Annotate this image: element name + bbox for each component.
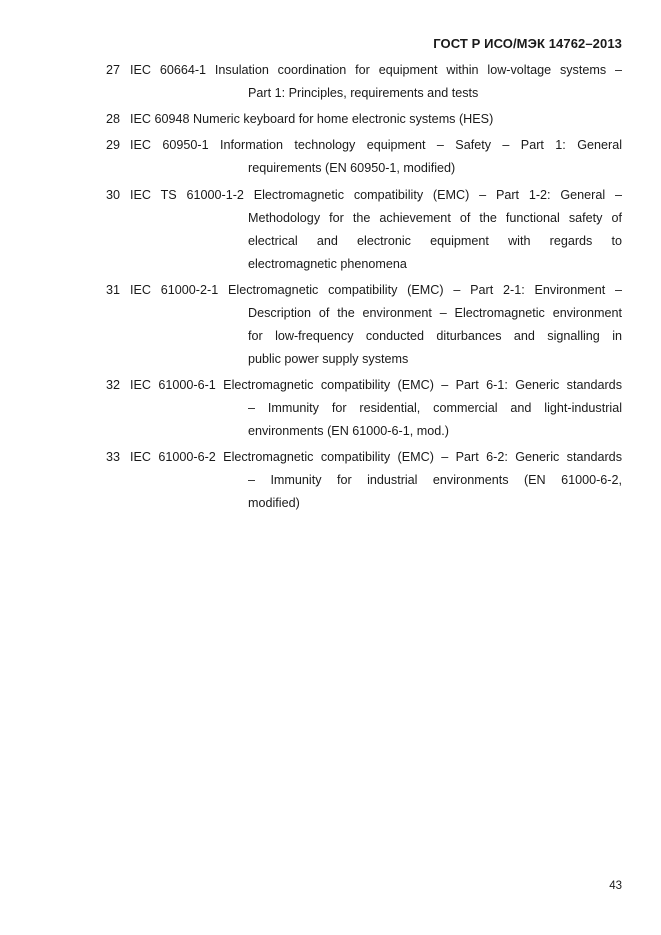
reference-number: 31 [106, 282, 121, 297]
reference-item-31 [0, 279, 661, 371]
reference-number: 32 [106, 377, 121, 392]
reference-continuation: Methodology for the achievement of the functional safety of [248, 210, 622, 225]
reference-title: IEC 60950-1 Information technology equipment – Safety – Part 1: General [130, 138, 622, 153]
reference-title: IEC 60948 Numeric keyboard for home electronic systems (HES) [130, 112, 494, 127]
reference-title: IEC 61000-6-2 Electromagnetic compatibility (EMC) – Part 6-2: Generic standards [130, 450, 622, 465]
reference-continuation: – Immunity for residential, commercial and light-industrial [248, 400, 622, 415]
document-header: ГОСТ Р ИСО/МЭК 14762–2013 [433, 36, 622, 51]
reference-item-28 [0, 108, 661, 131]
reference-continuation: – Immunity for industrial environments (EN 61000-6-2, [248, 473, 622, 488]
reference-number: 33 [106, 450, 121, 465]
reference-continuation: Description of the environment – Electromagnetic environment [248, 305, 622, 320]
reference-title: IEC 60664-1 Insulation coordination for equipment within low-voltage systems – [130, 63, 622, 77]
reference-number: 27 [106, 63, 121, 77]
reference-continuation: electrical and electronic equipment with regards to [248, 233, 622, 248]
reference-continuation: environments (EN 61000-6-1, mod.) [248, 423, 449, 438]
page-number: 43 [609, 880, 622, 892]
reference-item-27 [0, 59, 661, 105]
reference-number: 28 [106, 112, 121, 127]
reference-continuation: Part 1: Principles, requirements and tests [248, 86, 479, 100]
reference-item-29 [0, 134, 661, 180]
reference-continuation: electromagnetic phenomena [248, 256, 407, 271]
reference-continuation: for low-frequency conducted diturbances and signalling in [248, 328, 622, 343]
reference-title: IEC 61000-2-1 Electromagnetic compatibility (EMC) – Part 2-1: Environment – [130, 282, 622, 297]
reference-title: IEC TS 61000-1-2 Electromagnetic compatibility (EMC) – Part 1-2: General – [130, 187, 622, 202]
reference-continuation: public power supply systems [248, 351, 409, 366]
reference-item-30 [0, 184, 661, 276]
reference-number: 29 [106, 138, 121, 153]
reference-list [0, 59, 661, 518]
reference-item-32 [0, 374, 661, 443]
reference-item-33 [0, 446, 661, 515]
reference-title: IEC 61000-6-1 Electromagnetic compatibility (EMC) – Part 6-1: Generic standards [130, 377, 622, 392]
reference-continuation: requirements (EN 60950-1, modified) [248, 161, 456, 176]
reference-number: 30 [106, 187, 121, 202]
reference-continuation: modified) [248, 496, 300, 511]
